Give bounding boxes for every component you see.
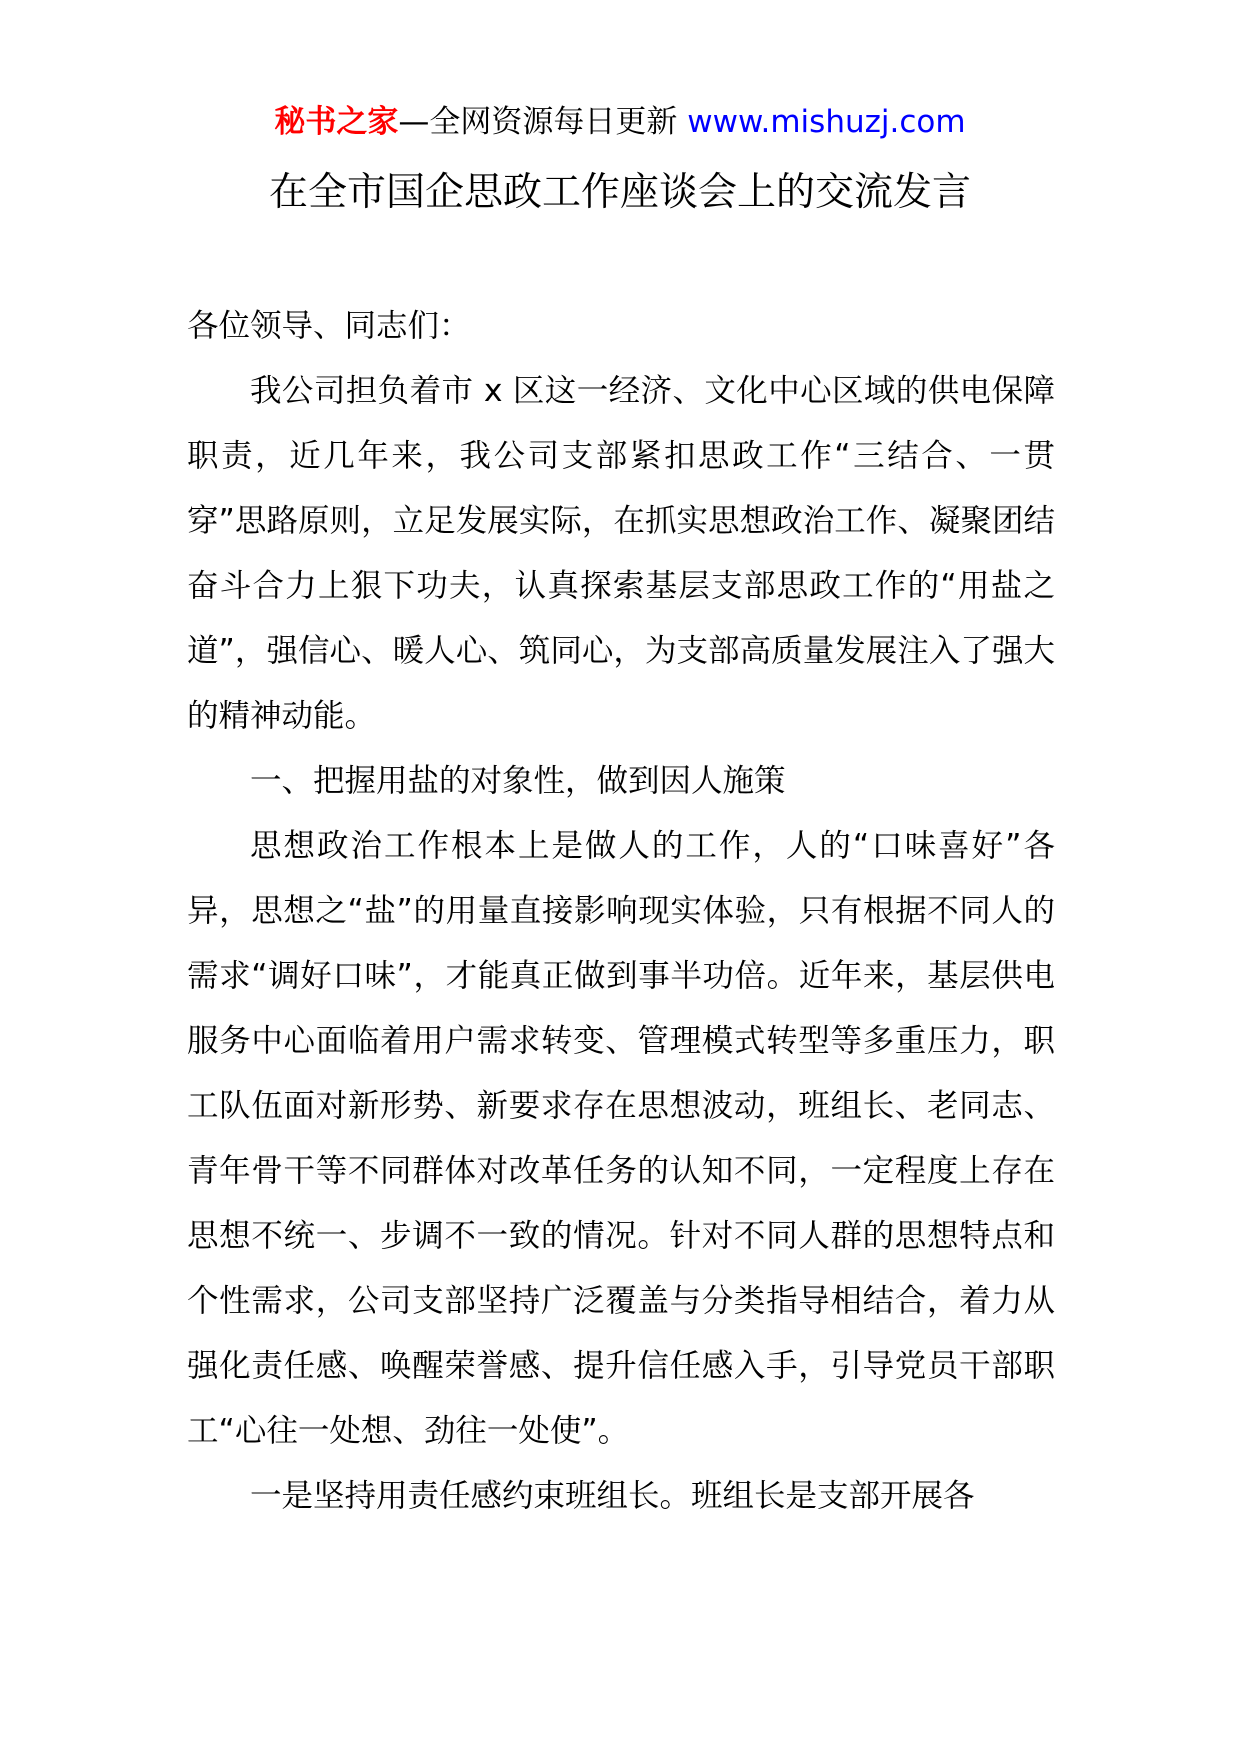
brand-slogan: —全网资源每日更新 (398, 104, 678, 140)
paragraph-intro: 我公司担负着市 x 区这一经济、文化中心区域的供电保障职责，近几年来，我公司支部紧扣思政工作“三结合、一贯穿”思路原则，立足发展实际，在抓实思想政治工作、凝聚团结奋斗合力上狠下功夫，认真探索基层支部思政工作的“用盐之道”，强信心、暖人心、筑同心，为支部高质量发展注入了强大的精神动能。 (187, 373, 1055, 734)
site-url-link[interactable]: www.mishuzj.com (687, 104, 966, 140)
section-heading-1: 一、把握用盐的对象性，做到因人施策 (250, 763, 786, 799)
site-watermark-header (0, 100, 1240, 144)
document-body (187, 294, 1055, 1529)
salutation: 各位领导、同志们： (187, 308, 471, 344)
paragraph-section-1: 思想政治工作根本上是做人的工作，人的“口味喜好”各异，思想之“盐”的用量直接影响现实体验，只有根据不同人的需求“调好口味”，才能真正做到事半功倍。近年来，基层供电服务中心面临着用户需求转变、管理模式转型等多重压力，职工队伍面对新形势、新要求存在思想波动，班组长、老同志、青年骨干等不同群体对改革任务的认知不同，一定程度上存在思想不统一、步调不一致的情况。针对不同人群的思想特点和个性需求，公司支部坚持广泛覆盖与分类指导相结合，着力从强化责任感、唤醒荣誉感、提升信任感入手，引导党员干部职工“心往一处想、劲往一处使”。 (187, 828, 1055, 1449)
brand-name: 秘书之家 (274, 104, 399, 140)
document-title: 在全市国企思政工作座谈会上的交流发言 (268, 170, 971, 215)
paragraph-point-1: 一是坚持用责任感约束班组长。班组长是支部开展各 (250, 1478, 975, 1514)
